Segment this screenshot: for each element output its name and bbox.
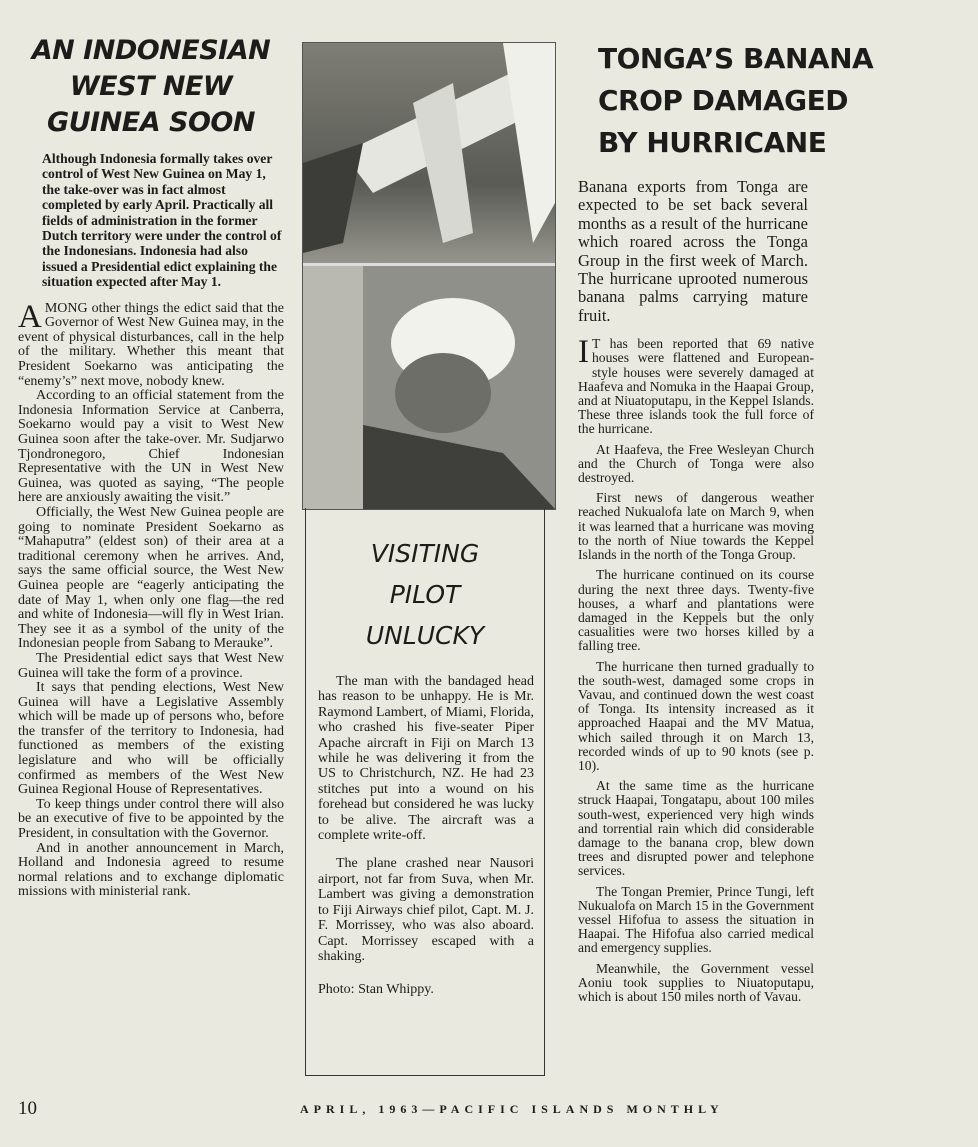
headline-line: CROP DAMAGED	[598, 84, 848, 117]
paragraph: The man with the bandaged head has reason to be unhappy. He is Mr. Raymond Lambert, of Miami, Florida, who crashed his five-seater Piper Apache aircraft in Fiji on March 13 while he was delivering it from the US to Christchurch, NZ. He had 23 stitches put into a wound on his forehead but considered he was lucky to be alive. The aircraft was a complete write-off.	[318, 674, 534, 844]
paragraph: At Haafeva, the Free Wesleyan Church and the Church of Tonga were also destroyed.	[578, 441, 814, 486]
paragraph: And in another announcement in March, Holland and Indonesia agreed to resume normal relations and to exchange diplomatic missions with ministerial rank.	[18, 840, 284, 900]
dropcap: I	[578, 334, 589, 371]
headline-line: PILOT	[389, 580, 461, 609]
headline-line: BY HURRICANE	[598, 126, 827, 159]
dropcap: A	[18, 298, 42, 335]
pilot-body	[306, 656, 544, 964]
headline-line: VISITING	[370, 539, 480, 568]
indonesia-article	[18, 0, 284, 900]
paragraph: The hurricane then turned gradually to the south-west, damaged some crops in Vavau, and continued down the west coast of Tonga. Its intensity increased as it approached Haapai and the MV Matua, which sailed through it on March 13, recorded winds of up to 90 knots (see p. 10).	[578, 658, 814, 773]
page-number: 10	[18, 1098, 37, 1119]
paragraph: Officially, the West New Guinea people are going to nominate President Soekarno as “Mahaputra” (eldest son) of their area at a traditional ceremony when he arrives. And, says the same official source, the West New Guinea people are “eagerly anticipating the date of May 1, when only one flag—the red and white of Indonesia—will fly in West Irian. They see it as a symbol of the unity of the Indonesian people from Sabang to Merauke”.	[18, 504, 284, 652]
photo-illustration	[303, 43, 555, 509]
photo-divider	[303, 263, 555, 266]
indonesia-body	[18, 298, 284, 900]
paragraph: According to an official statement from the Indonesia Information Service at Canberra, Soekarno would pay a visit to West New Guinea soon after the take-over. Mr. Sudjarwo Tjondronegoro, Chief Indonesian Representative with the UN in West New Guinea, was quoted as saying, “The people here are anxiously awaiting the visit.”	[18, 388, 284, 506]
paragraph: At the same time as the hurricane struck Haapai, Tongatapu, about 100 miles south-west, experienced very high winds and torrential rain which did considerable damage to the banana crop, blew down trees and disrupted power and telephone services.	[578, 778, 814, 879]
paragraph: AMONG other things the edict said that the Governor of West New Guinea may, in the event of physical disturbances, call in the help of the military. Whether this meant that President Soekarno was anticipating the “enemy’s” next move, nobody knew.	[18, 298, 284, 389]
publication-line: APRIL, 1963—PACIFIC ISLANDS MONTHLY	[300, 1102, 724, 1116]
indonesia-headline	[18, 0, 284, 141]
pilot-headline	[306, 533, 544, 656]
photo-credit: Photo: Stan Whippy.	[318, 982, 434, 998]
paragraph: The hurricane continued on its course during the next three days. Twenty-five houses, a wharf and plantations were damaged in the Keppels but the only casualities were two horses killed by a falling tree.	[578, 567, 814, 654]
indonesia-lead: Although Indonesia formally takes over control of West New Guinea on May 1, the take-over was in fact almost completed by early April. Practically all fields of administration in the former Dutch territory were under the control of the Indonesians. Indonesia had also issued a Presidential edict explaining the situation expected after May 1.	[42, 151, 282, 290]
paragraph: Meanwhile, the Government vessel Aoniu took supplies to Niuatoputapu, which is about 150 miles north of Vavau.	[578, 960, 814, 1004]
headline-line: WEST NEW	[69, 71, 233, 102]
paragraph: To keep things under control there will also be an executive of five to be appointed by the President, in consultation with the Governor.	[18, 796, 284, 842]
headline-line: TONGA’S BANANA	[598, 42, 874, 75]
headline-line: GUINEA SOON	[47, 107, 255, 138]
paragraph: The Presidential edict says that West New Guinea will take the form of a province.	[18, 650, 284, 681]
tonga-body	[572, 334, 814, 1004]
paragraph: It says that pending elections, West New Guinea will have a Legislative Assembly which will be made up of persons who, before the transfer of the territory to Indonesia, had functioned as members of the existing legislature and who will be officially confirmed as members of the West New Guinea Regional House of Representatives.	[18, 680, 284, 798]
pilot-photo	[302, 42, 556, 510]
tonga-headline	[574, 0, 978, 164]
headline-line: AN INDONESIAN	[31, 35, 271, 66]
paragraph: I T has been reported that 69 native houses were flattened and European-style houses were severely damaged at Haafeva and Nomuka in the Haapai Group, and at Niuatoputapu, in the Keppel Islands. These three islands took the full force of the hurricane.	[578, 334, 814, 437]
paragraph: The Tongan Premier, Prince Tungi, left Nukualofa on March 15 in the Government vessel Hifofua to assess the situation in Haapai. The Hifofua also carried medical and emergency supplies.	[578, 883, 814, 956]
paragraph: First news of dangerous weather reached Nukualofa late on March 9, when it was learned that a hurricane was moving to the north of Niue towards the Keppel Islands in the north of the Tonga Group.	[578, 490, 814, 563]
tonga-lead: Banana exports from Tonga are expected to be set back several months as a result of the hurricane which roared across the Tonga Group in the first week of March. The hurricane uprooted numerous banana palms carrying mature fruit.	[578, 177, 808, 325]
paragraph: The plane crashed near Nausori airport, not far from Suva, when Mr. Lambert was giving a demonstration to Fiji Airways chief pilot, Capt. M. J. F. Morrissey, who was also aboard. Capt. Morrissey escaped with a shaking.	[318, 856, 534, 964]
tonga-article	[572, 0, 874, 1010]
page-footer	[0, 1098, 801, 1124]
headline-line: UNLUCKY	[365, 621, 485, 650]
pilot-article	[305, 508, 545, 1076]
